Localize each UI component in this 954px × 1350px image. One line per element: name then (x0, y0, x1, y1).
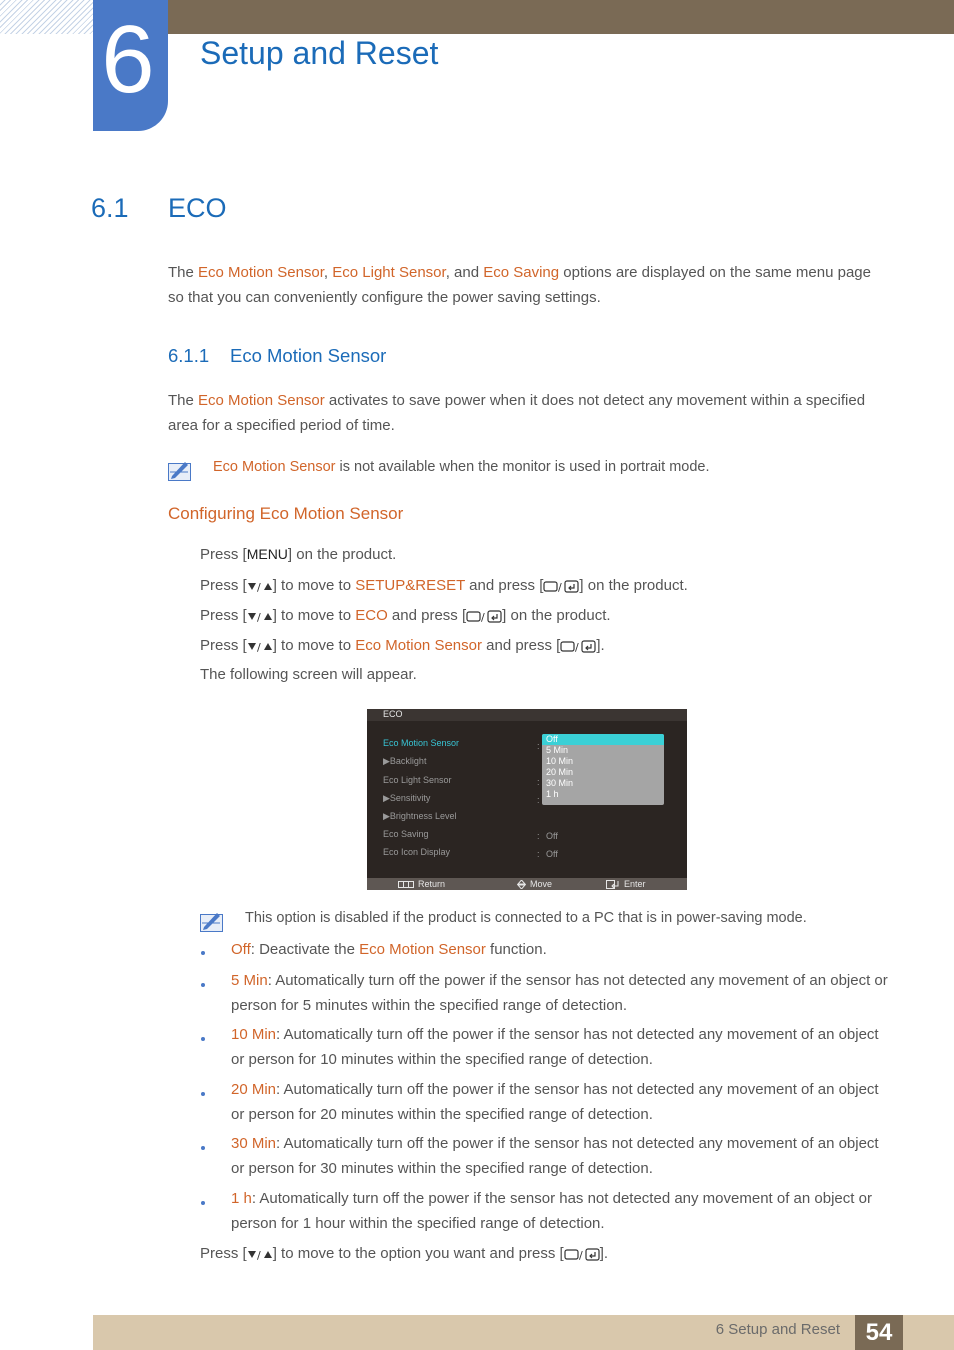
source-enter-icon (466, 609, 502, 623)
footer-chapter-label: 6 Setup and Reset (715, 1321, 840, 1338)
menu-icon (398, 881, 414, 888)
bullet-dot (201, 1146, 205, 1150)
osd-screen (367, 709, 687, 890)
bullet-dot (201, 951, 205, 955)
osd-colon: : (537, 741, 540, 751)
note-power-saving: This option is disabled if the product is connected to a PC that is in power-saving mode. (245, 910, 807, 926)
down-up-arrow-icon (247, 610, 273, 622)
section-number: 6.1 (91, 193, 129, 223)
page-number: 54 (865, 1319, 893, 1346)
bullet-5-min: 5 Min: Automatically turn off the power if the sensor has not detected any movement of an object or person for 5 minutes within the specified range of detection. (231, 972, 888, 1014)
svg-text:/: / (481, 611, 485, 624)
osd-colon: : (537, 831, 540, 841)
source-enter-icon (560, 639, 596, 653)
osd-option-highlight (542, 734, 664, 745)
enter-icon (606, 880, 620, 889)
down-up-arrow-icon (247, 640, 273, 652)
osd-move-label[interactable]: Move (530, 879, 553, 889)
chapter-number: 6 (101, 6, 155, 113)
step-5: The following screen will appear. (200, 666, 417, 683)
procedure-title: Configuring Eco Motion Sensor (168, 504, 404, 523)
osd-colon: : (537, 777, 540, 787)
osd-option-20-min[interactable]: 20 Min (546, 767, 574, 777)
source-enter-icon (564, 1247, 600, 1261)
bullet-off: Off: Deactivate the Eco Motion Sensor function. (231, 941, 547, 958)
svg-text:/: / (256, 581, 261, 593)
osd-item-brightness-level[interactable]: ▶Brightness Level (383, 811, 457, 821)
bullet-20-min: 20 Min: Automatically turn off the power if the sensor has not detected any movement of an object or person for 20 minutes within the specified range of detection. (231, 1081, 879, 1123)
section-title: ECO (168, 193, 227, 223)
osd-enter-label[interactable]: Enter (624, 879, 646, 889)
osd-header (367, 709, 687, 721)
down-up-arrow-icon (247, 1248, 273, 1260)
bullet-dot (201, 1201, 205, 1205)
svg-text:/: / (558, 581, 563, 594)
osd-option-5-min[interactable]: 5 Min (546, 745, 569, 755)
step-3: Press [ / ] to move to ECO and press [ / ] on the product. (200, 607, 611, 624)
bullet-1-h: 1 h: Automatically turn off the power if the sensor has not detected any movement of an object or person for 1 hour within the specified range of detection. (231, 1190, 872, 1232)
osd-footer (367, 878, 687, 890)
osd-value-eco-saving: Off (546, 831, 558, 841)
menu-key: MENU (246, 546, 288, 562)
bullet-30-min: 30 Min: Automatically turn off the power if the sensor has not detected any movement of an object or person for 30 minutes within the specified range of detection. (231, 1135, 879, 1177)
note-icon (200, 910, 224, 932)
bullet-10-min: 10 Min: Automatically turn off the power if the sensor has not detected any movement of an object or person for 10 minutes within the specified range of detection. (231, 1026, 879, 1068)
description-paragraph: The Eco Motion Sensor activates to save power when it does not detect any movement within a specified area for a specified period of time. (168, 392, 866, 434)
osd-item-eco-motion-sensor[interactable]: Eco Motion Sensor (383, 738, 460, 748)
osd-dropdown (542, 734, 664, 805)
intro-paragraph: The Eco Motion Sensor, Eco Light Sensor, and Eco Saving options are displayed on the same menu page so that you can conveniently configure the power saving settings. (168, 264, 871, 306)
svg-text:/: / (256, 1249, 261, 1261)
header-bar (168, 0, 954, 34)
osd-item-eco-icon-display[interactable]: Eco Icon Display (383, 847, 451, 857)
osd-option-1-h[interactable]: 1 h (546, 789, 559, 799)
svg-text:/: / (256, 611, 261, 623)
osd-item-eco-light-sensor[interactable]: Eco Light Sensor (383, 775, 452, 785)
step-2: Press [ / ] to move to SETUP&RESET and press [ / ] on the product. (200, 577, 688, 594)
osd-item-sensitivity[interactable]: ▶Sensitivity (383, 793, 431, 803)
subsection-number: 6.1.1 (168, 345, 210, 366)
osd-item-backlight[interactable]: ▶Backlight (383, 756, 427, 766)
bullet-dot (201, 1037, 205, 1041)
svg-text:/: / (256, 641, 261, 653)
chapter-title: Setup and Reset (200, 35, 439, 71)
note-icon (168, 459, 192, 481)
svg-text:/: / (575, 641, 580, 654)
move-icon (517, 880, 526, 889)
bullet-dot (201, 1092, 205, 1096)
svg-text:/: / (578, 1249, 583, 1262)
osd-option-30-min[interactable]: 30 Min (546, 778, 574, 788)
down-up-arrow-icon (247, 580, 273, 592)
source-enter-icon (543, 579, 579, 593)
osd-option-off[interactable]: Off (546, 734, 558, 744)
subsection-title: Eco Motion Sensor (230, 345, 387, 366)
bullet-dot (201, 983, 205, 987)
step-4: Press [ / ] to move to Eco Motion Sensor and press [ / ]. (200, 637, 605, 654)
osd-return-label[interactable]: Return (418, 879, 446, 889)
header-hatch-pattern (0, 0, 93, 34)
osd-colon: : (537, 795, 540, 805)
step-1: Press [MENU] on the product. (200, 546, 397, 563)
osd-option-10-min[interactable]: 10 Min (546, 756, 574, 766)
note-portrait: Eco Motion Sensor is not available when the monitor is used in portrait mode. (213, 459, 710, 475)
osd-colon: : (537, 849, 540, 859)
osd-title: ECO (383, 709, 403, 719)
osd-value-eco-icon-display: Off (546, 849, 558, 859)
osd-item-eco-saving[interactable]: Eco Saving (383, 829, 429, 839)
step-6: Press [ / ] to move to the option you want and press [ / ]. (200, 1245, 609, 1262)
